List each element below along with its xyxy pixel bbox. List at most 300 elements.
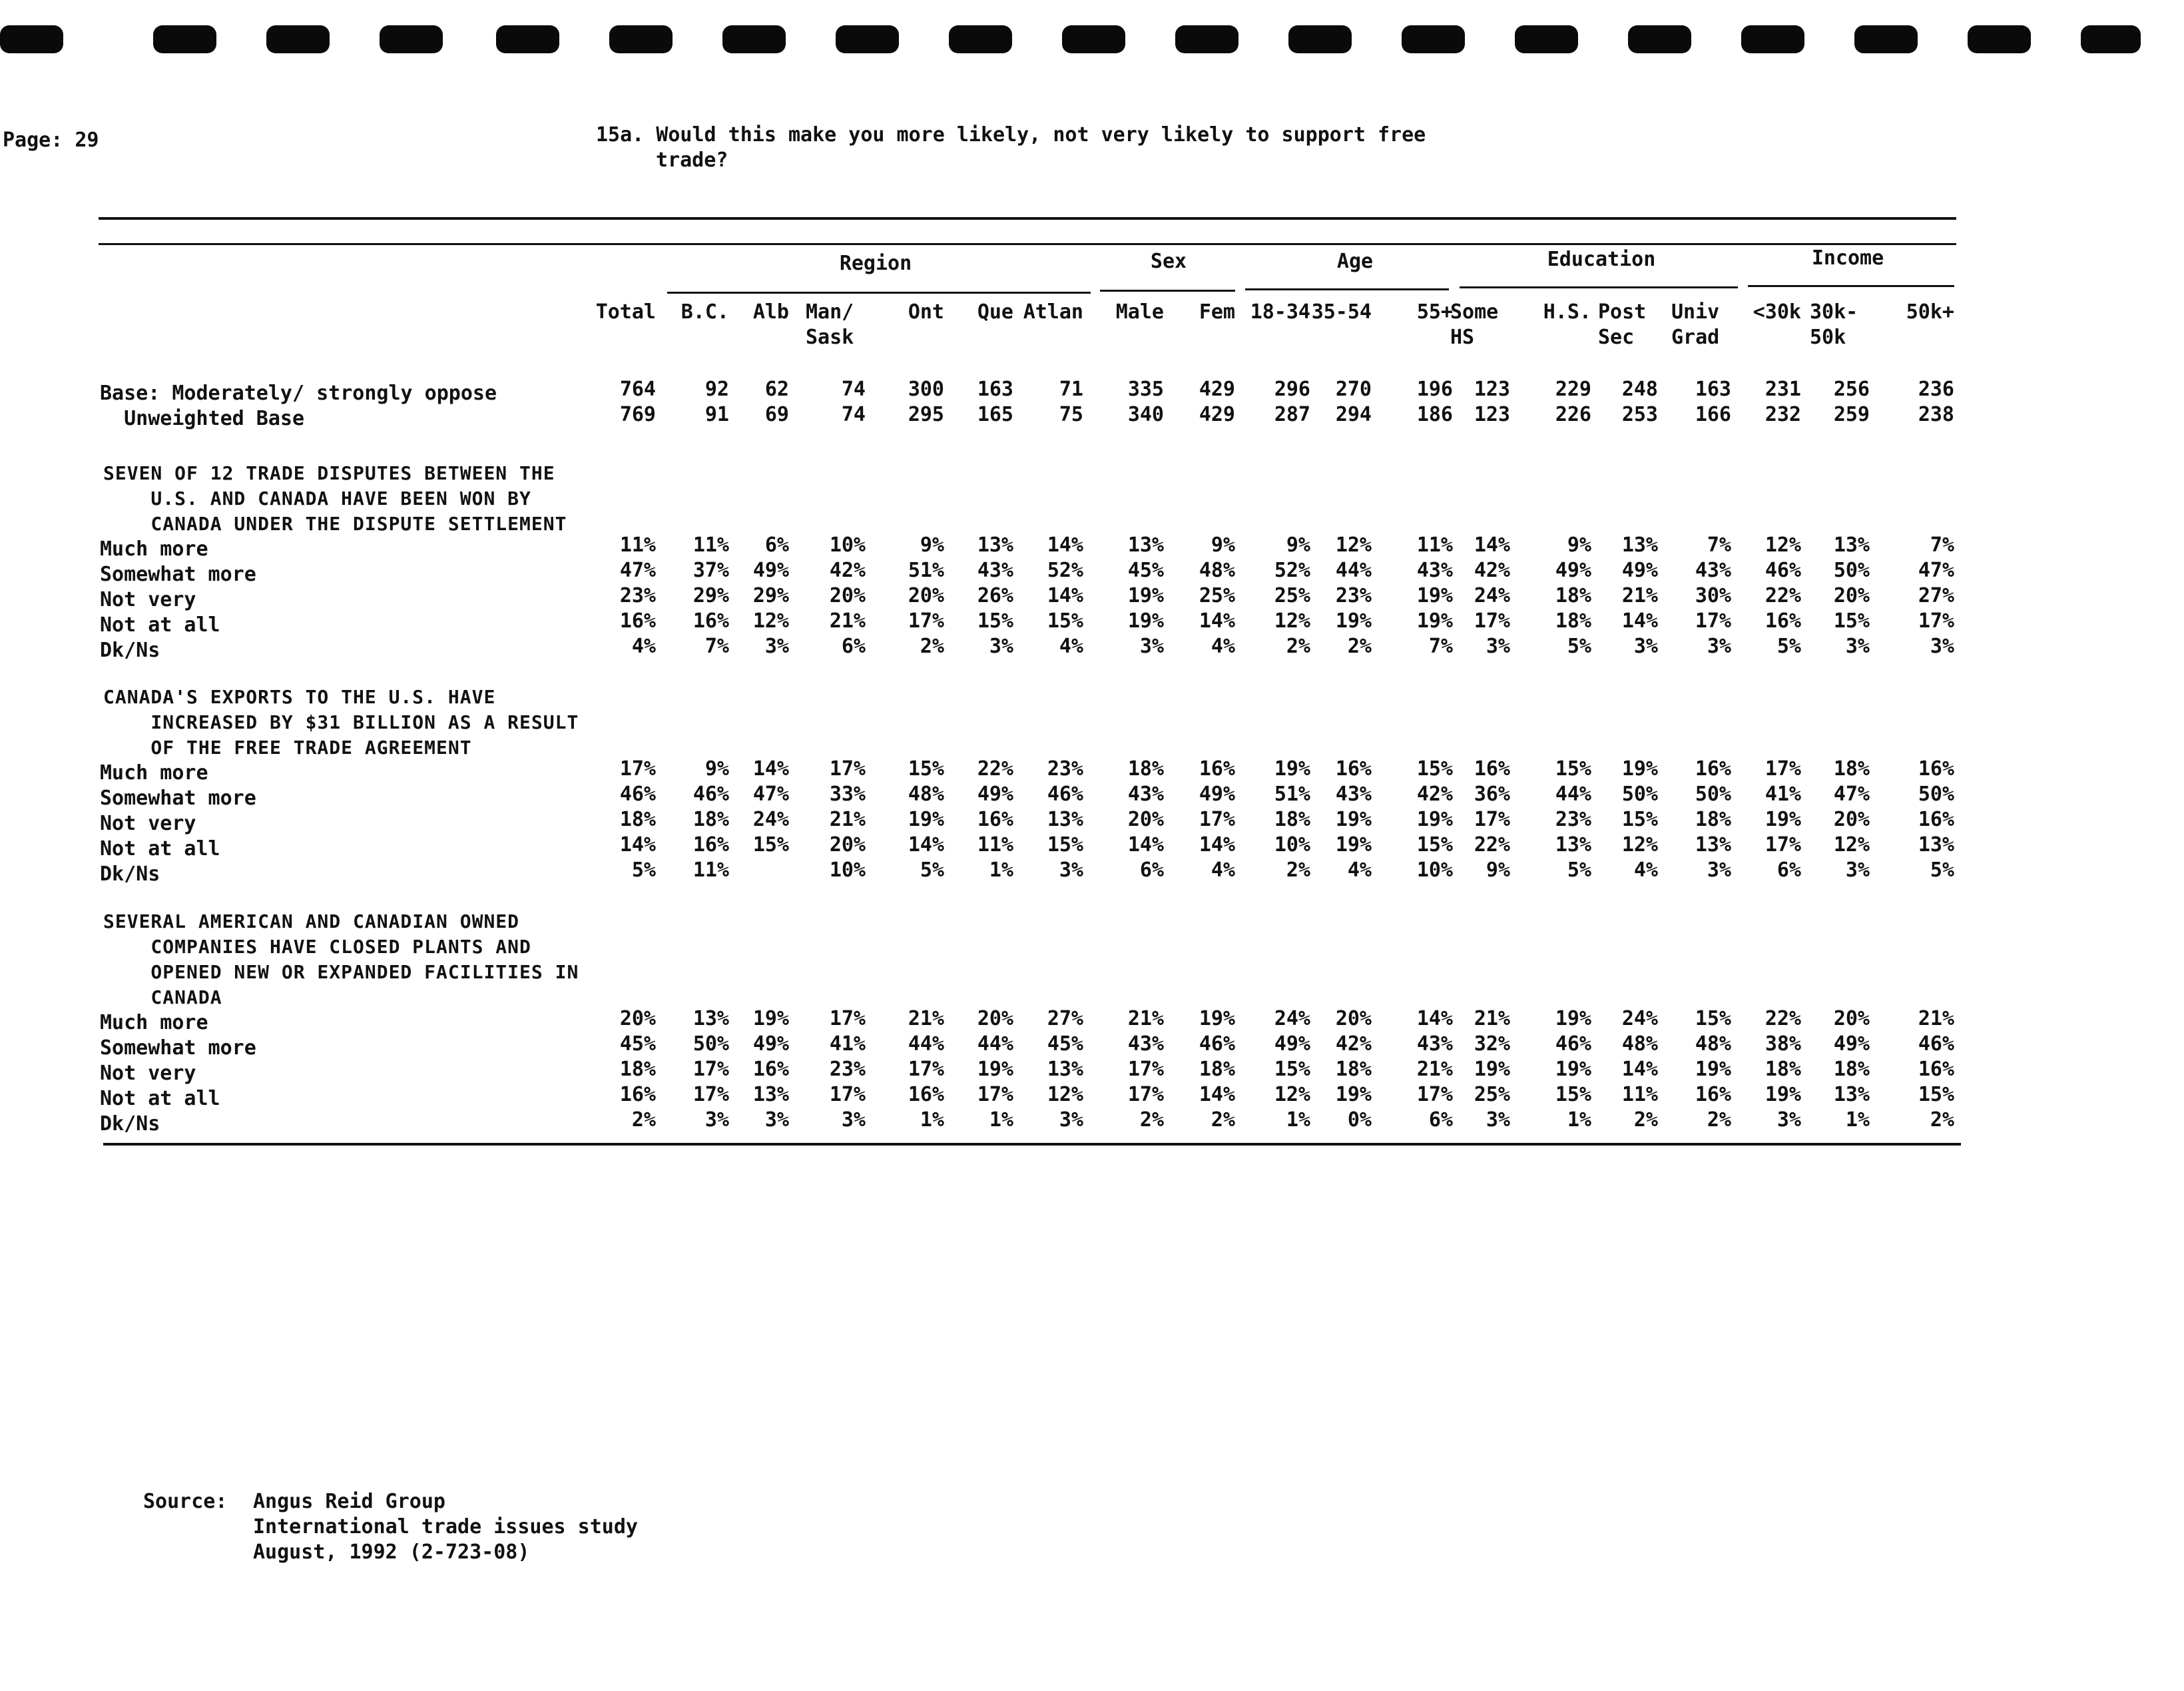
table-cell: 1% xyxy=(920,1108,944,1132)
table-cell: 3% xyxy=(1845,858,1870,882)
table-cell: 27% xyxy=(1918,584,1954,607)
column-header: 18-34 xyxy=(1250,300,1310,324)
table-cell: 48% xyxy=(1695,1032,1731,1056)
table-cell: 19% xyxy=(1555,1007,1591,1030)
table-cell: 16% xyxy=(1695,1083,1731,1106)
table-cell: 270 xyxy=(1335,378,1372,401)
table-cell: 43% xyxy=(1695,559,1731,582)
table-cell: 12% xyxy=(1833,833,1870,856)
source-label: Source: xyxy=(143,1490,228,1513)
table-cell: 19% xyxy=(1695,1058,1731,1081)
table-cell: 45% xyxy=(1127,559,1164,582)
table-cell: 3% xyxy=(1486,635,1510,658)
table-cell: 17% xyxy=(1127,1083,1164,1106)
table-cell: 49% xyxy=(1274,1032,1310,1056)
table-cell: 44% xyxy=(908,1032,944,1056)
table-cell: 16% xyxy=(692,833,729,856)
row-label: Somewhat more xyxy=(100,1036,256,1060)
table-cell: 2% xyxy=(1286,635,1310,658)
table-cell: 5% xyxy=(1930,858,1954,882)
table-cell: 11% xyxy=(692,858,729,882)
table-cell: 2% xyxy=(1633,1108,1658,1132)
table-cell: 20% xyxy=(829,584,866,607)
table-cell: 23% xyxy=(1555,808,1591,831)
table-cell: 20% xyxy=(1833,808,1870,831)
table-cell: 12% xyxy=(752,609,789,633)
table-cell: 165 xyxy=(977,403,1013,426)
table-cell: 43% xyxy=(1127,783,1164,806)
table-cell: 16% xyxy=(1918,1058,1954,1081)
table-cell: 19% xyxy=(1416,584,1453,607)
table-cell: 14% xyxy=(1474,533,1510,557)
column-header: H.S. xyxy=(1543,300,1591,324)
column-header: Total xyxy=(595,300,656,324)
table-cell: 9% xyxy=(920,533,944,557)
table-cell: 196 xyxy=(1416,378,1453,401)
table-cell: 13% xyxy=(1127,533,1164,557)
table-cell: 17% xyxy=(829,1007,866,1030)
table-cell: 13% xyxy=(1047,808,1083,831)
table-cell: 2% xyxy=(1930,1108,1954,1132)
table-cell: 248 xyxy=(1621,378,1658,401)
table-cell: 238 xyxy=(1918,403,1954,426)
table-cell: 49% xyxy=(1199,783,1235,806)
table-cell: 6% xyxy=(841,635,866,658)
table-cell: 50% xyxy=(692,1032,729,1056)
table-cell: 30% xyxy=(1695,584,1731,607)
table-cell: 50% xyxy=(1918,783,1954,806)
table-cell: 14% xyxy=(1199,609,1235,633)
table-top-rule-2 xyxy=(99,243,1956,245)
table-cell: 16% xyxy=(1199,757,1235,781)
table-cell: 46% xyxy=(1765,559,1801,582)
column-header: Grad xyxy=(1671,326,1720,349)
table-cell: 2% xyxy=(1347,635,1372,658)
table-cell: 4% xyxy=(1059,635,1083,658)
table-cell: 236 xyxy=(1918,378,1954,401)
section-heading: COMPANIES HAVE CLOSED PLANTS AND xyxy=(103,936,531,958)
column-header: Male xyxy=(1115,300,1164,324)
table-cell: 15% xyxy=(1274,1058,1310,1081)
table-cell: 41% xyxy=(1765,783,1801,806)
table-cell: 163 xyxy=(977,378,1013,401)
table-bottom-rule xyxy=(103,1143,1961,1146)
table-cell: 19% xyxy=(1274,757,1310,781)
table-cell: 62 xyxy=(764,378,789,401)
column-header: 35-54 xyxy=(1311,300,1372,324)
table-cell: 3% xyxy=(841,1108,866,1132)
table-cell: 10% xyxy=(1274,833,1310,856)
table-cell: 256 xyxy=(1833,378,1870,401)
section-heading: OPENED NEW OR EXPANDED FACILITIES IN xyxy=(103,961,579,983)
table-cell: 13% xyxy=(1833,533,1870,557)
group-underline-age xyxy=(1245,288,1449,290)
table-cell: 16% xyxy=(1474,757,1510,781)
table-cell: 50% xyxy=(1621,783,1658,806)
table-cell: 41% xyxy=(829,1032,866,1056)
table-cell: 123 xyxy=(1474,403,1510,426)
table-cell: 226 xyxy=(1555,403,1591,426)
strip-block xyxy=(1628,25,1691,53)
column-header: Univ xyxy=(1671,300,1720,324)
row-label: Not very xyxy=(100,588,196,611)
table-cell: 16% xyxy=(908,1083,944,1106)
table-cell: 15% xyxy=(1047,609,1083,633)
strip-block xyxy=(1062,25,1125,53)
question-text-line1: 15a. Would this make you more likely, not very likely to support free xyxy=(596,123,1426,147)
table-cell: 17% xyxy=(692,1083,729,1106)
column-header: Que xyxy=(977,300,1013,324)
table-cell: 1% xyxy=(1845,1108,1870,1132)
table-cell: 25% xyxy=(1474,1083,1510,1106)
strip-block xyxy=(722,25,786,53)
table-cell: 1% xyxy=(1567,1108,1591,1132)
table-cell: 24% xyxy=(1621,1007,1658,1030)
row-label: Somewhat more xyxy=(100,787,256,810)
group-header-education: Education xyxy=(1547,248,1656,271)
row-label: Somewhat more xyxy=(100,563,256,586)
source-line-1: Angus Reid Group xyxy=(253,1490,445,1513)
table-cell: 15% xyxy=(1695,1007,1731,1030)
table-cell: 49% xyxy=(752,1032,789,1056)
table-cell: 19% xyxy=(1765,1083,1801,1106)
table-cell: 16% xyxy=(1765,609,1801,633)
table-cell: 16% xyxy=(977,808,1013,831)
table-cell: 13% xyxy=(752,1083,789,1106)
table-cell: 14% xyxy=(1416,1007,1453,1030)
table-cell: 16% xyxy=(752,1058,789,1081)
table-cell: 6% xyxy=(764,533,789,557)
table-cell: 26% xyxy=(977,584,1013,607)
strip-block xyxy=(1175,25,1238,53)
table-cell: 69 xyxy=(764,403,789,426)
table-cell: 186 xyxy=(1416,403,1453,426)
table-cell: 11% xyxy=(1621,1083,1658,1106)
table-cell: 18% xyxy=(1335,1058,1372,1081)
table-cell: 13% xyxy=(1047,1058,1083,1081)
table-cell: 22% xyxy=(1474,833,1510,856)
table-cell: 47% xyxy=(1833,783,1870,806)
table-cell: 17% xyxy=(1474,609,1510,633)
column-header: 50k+ xyxy=(1906,300,1954,324)
table-cell: 2% xyxy=(631,1108,656,1132)
table-cell: 2% xyxy=(1211,1108,1235,1132)
table-cell: 15% xyxy=(977,609,1013,633)
table-cell: 12% xyxy=(1274,609,1310,633)
table-cell: 16% xyxy=(1335,757,1372,781)
table-cell: 18% xyxy=(1833,1058,1870,1081)
strip-block xyxy=(153,25,216,53)
table-cell: 46% xyxy=(1047,783,1083,806)
question-text-line2: trade? xyxy=(656,149,728,172)
table-cell: 429 xyxy=(1199,378,1235,401)
table-cell: 15% xyxy=(752,833,789,856)
table-cell: 1% xyxy=(989,1108,1013,1132)
table-cell: 71 xyxy=(1059,378,1083,401)
table-cell: 91 xyxy=(704,403,729,426)
table-cell: 16% xyxy=(692,609,729,633)
table-cell: 17% xyxy=(619,757,656,781)
table-cell: 19% xyxy=(908,808,944,831)
row-label: Dk/Ns xyxy=(100,639,160,662)
table-cell: 7% xyxy=(704,635,729,658)
section-heading: CANADA'S EXPORTS TO THE U.S. HAVE xyxy=(103,686,496,708)
table-cell: 340 xyxy=(1127,403,1164,426)
table-cell: 2% xyxy=(1707,1108,1731,1132)
table-cell: 764 xyxy=(619,378,656,401)
table-cell: 11% xyxy=(977,833,1013,856)
table-cell: 18% xyxy=(692,808,729,831)
table-cell: 3% xyxy=(1930,635,1954,658)
table-cell: 24% xyxy=(1474,584,1510,607)
table-cell: 14% xyxy=(1621,609,1658,633)
section-heading: SEVEN OF 12 TRADE DISPUTES BETWEEN THE xyxy=(103,462,555,484)
table-cell: 20% xyxy=(1833,1007,1870,1030)
column-header: 30k- xyxy=(1810,300,1858,324)
table-cell: 21% xyxy=(1416,1058,1453,1081)
table-cell: 13% xyxy=(1833,1083,1870,1106)
table-cell: 15% xyxy=(1918,1083,1954,1106)
table-cell: 17% xyxy=(1918,609,1954,633)
table-cell: 21% xyxy=(908,1007,944,1030)
table-cell: 17% xyxy=(829,757,866,781)
table-cell: 49% xyxy=(1555,559,1591,582)
section-heading: SEVERAL AMERICAN AND CANADIAN OWNED xyxy=(103,910,520,932)
table-cell: 45% xyxy=(1047,1032,1083,1056)
row-label: Not very xyxy=(100,1062,196,1085)
table-cell: 51% xyxy=(1274,783,1310,806)
table-cell: 14% xyxy=(1127,833,1164,856)
table-cell: 12% xyxy=(1274,1083,1310,1106)
table-cell: 51% xyxy=(908,559,944,582)
table-cell: 2% xyxy=(920,635,944,658)
table-cell: 23% xyxy=(1335,584,1372,607)
table-cell: 43% xyxy=(1335,783,1372,806)
table-cell: 17% xyxy=(1765,757,1801,781)
table-cell: 20% xyxy=(908,584,944,607)
table-cell: 3% xyxy=(1059,1108,1083,1132)
table-cell: 9% xyxy=(1486,858,1510,882)
table-cell: 14% xyxy=(1199,833,1235,856)
group-header-age: Age xyxy=(1336,250,1374,273)
table-cell: 12% xyxy=(1765,533,1801,557)
table-cell: 46% xyxy=(692,783,729,806)
strip-block xyxy=(1854,25,1918,53)
table-cell: 3% xyxy=(1633,635,1658,658)
table-cell: 19% xyxy=(1127,609,1164,633)
table-cell: 49% xyxy=(977,783,1013,806)
table-cell: 5% xyxy=(1567,858,1591,882)
table-cell: 18% xyxy=(1274,808,1310,831)
table-cell: 229 xyxy=(1555,378,1591,401)
table-cell: 23% xyxy=(619,584,656,607)
table-cell: 287 xyxy=(1274,403,1310,426)
table-cell: 19% xyxy=(1555,1058,1591,1081)
table-cell: 10% xyxy=(1416,858,1453,882)
table-cell: 19% xyxy=(1416,808,1453,831)
table-cell: 10% xyxy=(829,533,866,557)
row-label: Not at all xyxy=(100,613,220,637)
column-header: Fem xyxy=(1199,300,1235,324)
table-cell: 429 xyxy=(1199,403,1235,426)
table-cell: 16% xyxy=(1695,757,1731,781)
table-cell: 7% xyxy=(1428,635,1453,658)
table-cell: 3% xyxy=(1707,635,1731,658)
table-cell: 19% xyxy=(1335,833,1372,856)
table-cell: 92 xyxy=(704,378,729,401)
source-line-2: International trade issues study xyxy=(253,1515,638,1538)
table-cell: 44% xyxy=(1555,783,1591,806)
table-cell: 48% xyxy=(1199,559,1235,582)
table-top-rule xyxy=(99,217,1956,220)
table-cell: 21% xyxy=(1918,1007,1954,1030)
row-label: Not very xyxy=(100,812,196,835)
table-cell: 3% xyxy=(764,635,789,658)
table-cell: 43% xyxy=(1416,559,1453,582)
table-cell: 20% xyxy=(977,1007,1013,1030)
table-cell: 16% xyxy=(619,1083,656,1106)
group-header-region: Region xyxy=(839,252,912,275)
table-cell: 46% xyxy=(1918,1032,1954,1056)
strip-block xyxy=(1402,25,1465,53)
table-cell: 21% xyxy=(1127,1007,1164,1030)
table-cell: 18% xyxy=(1555,584,1591,607)
table-cell: 49% xyxy=(752,559,789,582)
table-cell: 12% xyxy=(1047,1083,1083,1106)
table-cell: 13% xyxy=(977,533,1013,557)
table-cell: 14% xyxy=(1047,584,1083,607)
table-cell: 20% xyxy=(1127,808,1164,831)
table-cell: 19% xyxy=(1335,1083,1372,1106)
table-cell: 4% xyxy=(1347,858,1372,882)
column-header: HS xyxy=(1450,326,1475,349)
table-cell: 19% xyxy=(1765,808,1801,831)
table-cell: 2% xyxy=(1139,1108,1164,1132)
row-label: Much more xyxy=(100,761,208,785)
table-cell: 12% xyxy=(1621,833,1658,856)
table-cell: 231 xyxy=(1765,378,1801,401)
table-cell: 294 xyxy=(1335,403,1372,426)
table-cell: 18% xyxy=(1127,757,1164,781)
table-cell: 1% xyxy=(1286,1108,1310,1132)
table-cell: 19% xyxy=(1199,1007,1235,1030)
row-label: Dk/Ns xyxy=(100,1112,160,1136)
column-header: Post xyxy=(1598,300,1647,324)
table-cell: 19% xyxy=(1127,584,1164,607)
table-cell: 29% xyxy=(752,584,789,607)
table-cell: 43% xyxy=(1416,1032,1453,1056)
table-cell: 19% xyxy=(1335,609,1372,633)
section-heading: CANADA xyxy=(103,986,222,1008)
group-header-income: Income xyxy=(1811,246,1884,270)
table-cell: 22% xyxy=(977,757,1013,781)
group-underline-education xyxy=(1460,286,1738,288)
section-heading: OF THE FREE TRADE AGREEMENT xyxy=(103,737,472,759)
row-label: Base: Moderately/ strongly oppose xyxy=(100,382,497,405)
table-cell: 1% xyxy=(989,858,1013,882)
table-cell: 19% xyxy=(1621,757,1658,781)
table-cell: 21% xyxy=(829,609,866,633)
row-label: Much more xyxy=(100,1011,208,1034)
table-cell: 17% xyxy=(1199,808,1235,831)
table-cell: 17% xyxy=(829,1083,866,1106)
table-cell: 16% xyxy=(1918,808,1954,831)
row-label: Not at all xyxy=(100,837,220,860)
table-cell: 3% xyxy=(1707,858,1731,882)
table-cell: 49% xyxy=(1621,559,1658,582)
table-cell: 14% xyxy=(1621,1058,1658,1081)
table-cell: 4% xyxy=(1211,635,1235,658)
table-cell: 12% xyxy=(1335,533,1372,557)
table-cell: 22% xyxy=(1765,1007,1801,1030)
table-cell: 24% xyxy=(752,808,789,831)
table-cell: 14% xyxy=(619,833,656,856)
table-cell: 15% xyxy=(1555,757,1591,781)
table-cell: 44% xyxy=(1335,559,1372,582)
table-cell: 17% xyxy=(1416,1083,1453,1106)
table-cell: 232 xyxy=(1765,403,1801,426)
table-cell: 46% xyxy=(619,783,656,806)
table-cell: 13% xyxy=(1621,533,1658,557)
strip-block xyxy=(2081,25,2141,53)
column-header: <30k xyxy=(1753,300,1801,324)
table-cell: 6% xyxy=(1428,1108,1453,1132)
strip-block xyxy=(0,25,63,53)
table-cell: 50% xyxy=(1695,783,1731,806)
table-cell: 19% xyxy=(1416,609,1453,633)
table-cell: 4% xyxy=(1211,858,1235,882)
table-cell: 19% xyxy=(977,1058,1013,1081)
table-cell: 18% xyxy=(1695,808,1731,831)
table-cell: 18% xyxy=(1833,757,1870,781)
table-cell: 4% xyxy=(1633,858,1658,882)
table-cell: 15% xyxy=(1416,757,1453,781)
table-cell: 11% xyxy=(619,533,656,557)
table-cell: 300 xyxy=(908,378,944,401)
table-cell: 32% xyxy=(1474,1032,1510,1056)
table-cell: 46% xyxy=(1555,1032,1591,1056)
table-cell: 15% xyxy=(1416,833,1453,856)
table-cell: 42% xyxy=(1335,1032,1372,1056)
table-cell: 18% xyxy=(619,1058,656,1081)
table-cell: 20% xyxy=(619,1007,656,1030)
table-cell: 36% xyxy=(1474,783,1510,806)
table-cell: 17% xyxy=(908,609,944,633)
table-cell: 6% xyxy=(1139,858,1164,882)
table-cell: 49% xyxy=(1833,1032,1870,1056)
table-cell: 15% xyxy=(1833,609,1870,633)
row-label: Not at all xyxy=(100,1087,220,1110)
table-cell: 21% xyxy=(1474,1007,1510,1030)
table-cell: 19% xyxy=(752,1007,789,1030)
table-cell: 48% xyxy=(908,783,944,806)
table-cell: 25% xyxy=(1274,584,1310,607)
table-cell: 52% xyxy=(1047,559,1083,582)
table-cell: 14% xyxy=(908,833,944,856)
table-cell: 21% xyxy=(1621,584,1658,607)
table-cell: 3% xyxy=(1486,1108,1510,1132)
table-cell: 9% xyxy=(704,757,729,781)
group-underline-region xyxy=(667,292,1091,294)
table-cell: 23% xyxy=(1047,757,1083,781)
row-label: Dk/Ns xyxy=(100,862,160,886)
table-cell: 9% xyxy=(1567,533,1591,557)
table-cell: 17% xyxy=(1474,808,1510,831)
column-header: Some xyxy=(1450,300,1499,324)
table-cell: 13% xyxy=(1918,833,1954,856)
strip-block xyxy=(266,25,330,53)
table-cell: 20% xyxy=(1833,584,1870,607)
